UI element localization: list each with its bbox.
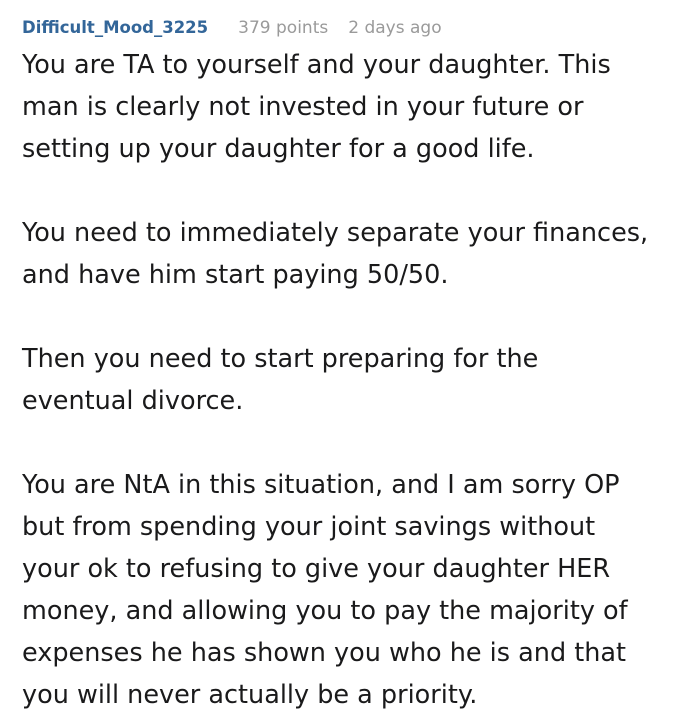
comment-paragraph: You are TA to yourself and your daughter. This man is clearly not invested in your future or setting up your daughter for a good life. [22,50,611,164]
comment-paragraph: You need to immediately separate your finances, and have him start paying 50/50. [22,218,649,290]
username-link[interactable]: Difficult_Mood_3225 [22,18,209,37]
comment-paragraph: Then you need to start preparing for the eventual divorce. [22,344,539,416]
points-count: 379 points [238,18,329,38]
timestamp: 2 days ago [348,18,442,38]
comment-body [22,44,678,716]
comment-paragraph: You are NtA in this situation, and I am sorry OP but from spending your joint savings without your ok to refusing to give your daughter HER money, and allowing you to pay the majority of expenses he has shown you who he is and that you will never actually be a priority. [22,470,628,710]
comment-meta [22,0,678,44]
